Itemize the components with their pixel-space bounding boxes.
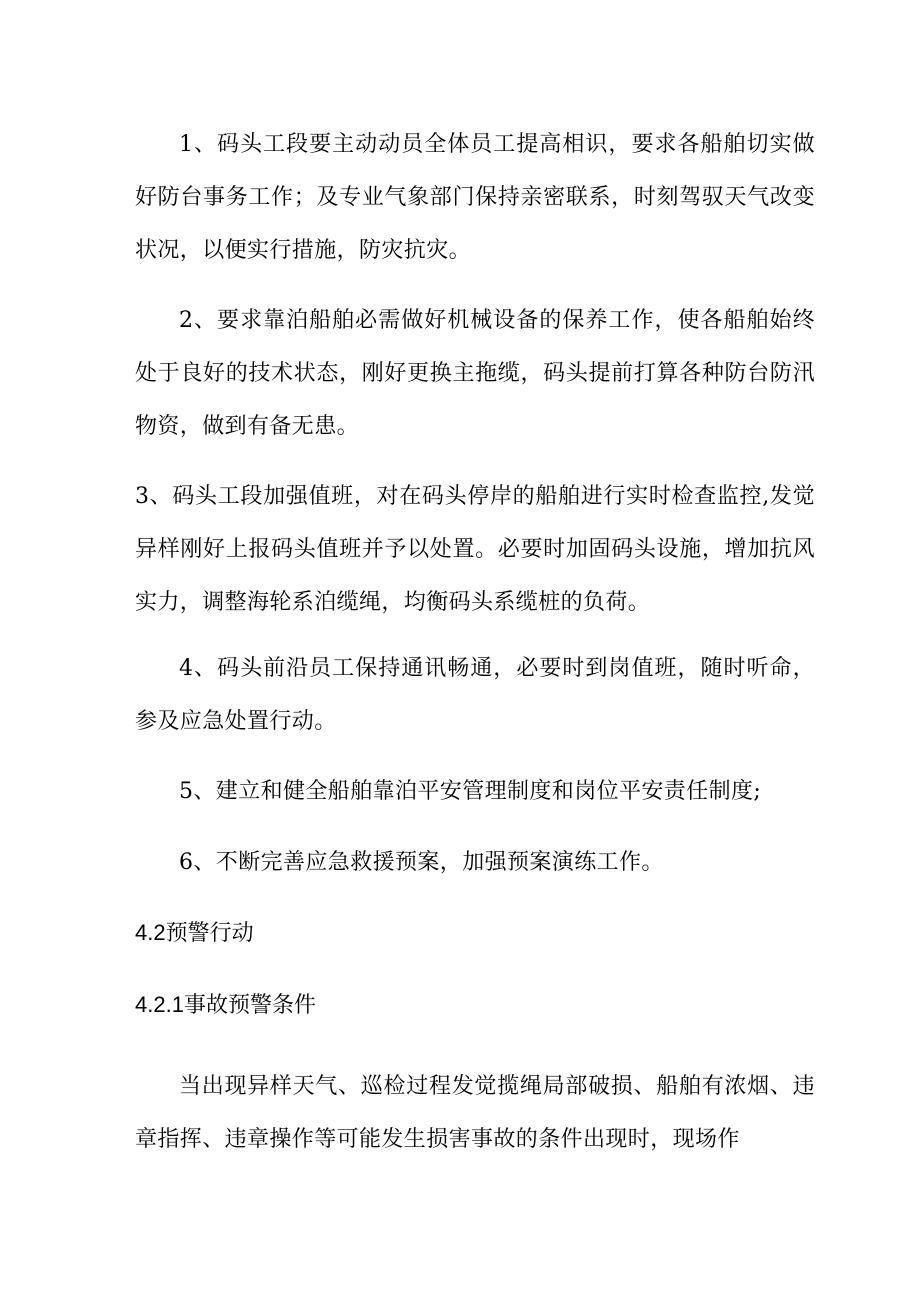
section-title: 预警行动: [165, 921, 254, 946]
paragraph-6: 6、不断完善应急救援预案，加强预案演练工作。: [179, 850, 664, 875]
section-number: 4.2: [135, 920, 166, 945]
section-heading-4-2: [135, 906, 254, 960]
section-title: 事故预警条件: [183, 993, 316, 1018]
paragraph-4: 4、码头前沿员工保持通讯畅通，必要时到岗值班，随时听命，参及应急处置行动。: [135, 656, 815, 734]
paragraph-warning-conditions: 当出现异样天气、巡检过程发觉揽绳局部破损、船舶有浓烟、违章指挥、违章操作等可能发生损害事故的条件出现时，现场作: [135, 1074, 815, 1152]
section-heading-4-2-1: [135, 978, 316, 1032]
paragraph-2: 2、要求靠泊船舶必需做好机械设备的保养工作，使各船舶始终处于良好的技术状态，刚好更换主拖缆，码头提前打算各种防台防汛物资，做到有备无患。: [135, 308, 815, 439]
paragraph-3: 3、码头工段加强值班，对在码头停岸的船舶进行实时检查监控,发觉异样刚好上报码头值班并予以处置。必要时加固码头设施，增加抗风实力，调整海轮系泊缆绳，均衡码头系缆桩的负荷。: [135, 484, 815, 615]
paragraph-1: 1、码头工段要主动动员全体员工提高相识，要求各船舶切实做好防台事务工作；及专业气象部门保持亲密联系，时刻驾驭天气改变状况，以便实行措施，防灾抗灾。: [135, 132, 815, 263]
paragraph-5: 5、建立和健全船舶靠泊平安管理制度和岗位平安责任制度;: [179, 779, 762, 804]
section-number: 4.2.1: [135, 992, 184, 1017]
